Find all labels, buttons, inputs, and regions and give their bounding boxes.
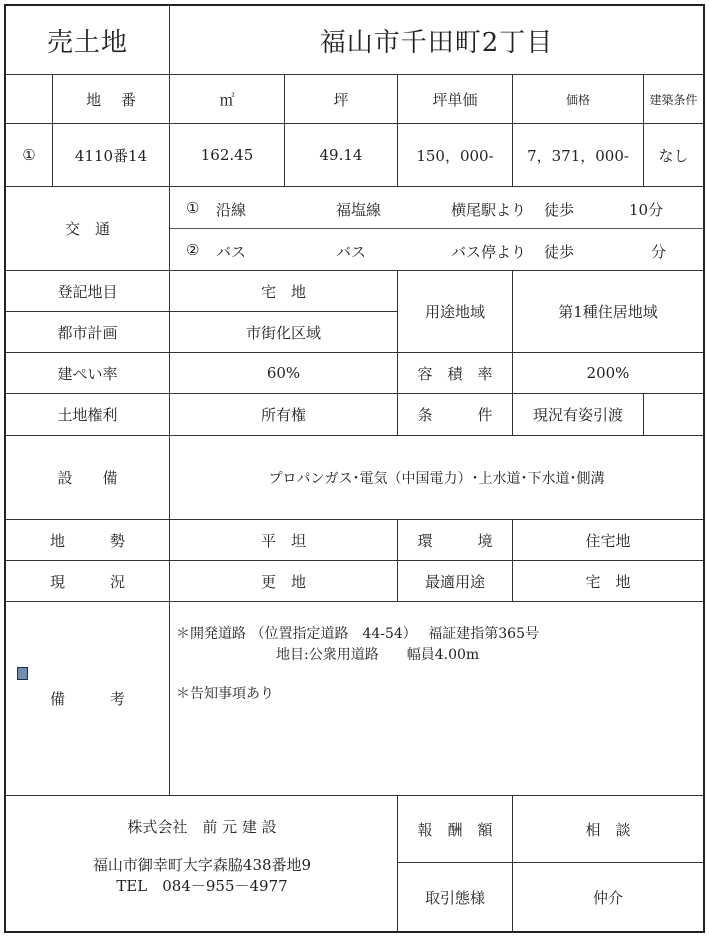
property-address: 福山市千田町2丁目: [170, 6, 703, 75]
joken-value: 現況有姿引渡: [513, 394, 644, 436]
kotsu-line1-row: [170, 187, 703, 229]
lot-number: ①: [6, 124, 53, 187]
lot-tsubo: 49.14: [285, 124, 398, 187]
kotsu-line2-walk: 徒歩: [544, 243, 575, 261]
biko-line1: ＊開発道路 （位置指定道路 44-54） 福証建指第365号: [176, 626, 539, 642]
torihiki-value: 仲介: [592, 888, 623, 907]
company-tel: TEL 084－955－4977: [116, 877, 288, 895]
kenri-label: 土地権利: [6, 394, 170, 436]
setsubi-value: プロパンガス･電気（中国電力）･上水道･下水道･側溝: [170, 436, 703, 520]
kotsu-line1-min: 10分: [629, 201, 664, 219]
chisei-label: 地 勢: [6, 520, 170, 561]
kotsu-line1-type: 沿線: [216, 201, 247, 219]
kankyo-value: 住宅地: [513, 520, 703, 561]
kotsu-line2-no: ②: [186, 241, 200, 259]
biko-label: 備 考: [6, 602, 170, 796]
hoshu-value: 相 談: [513, 796, 703, 863]
kotsu-label: 交 通: [6, 187, 170, 271]
header-m2: ㎡: [170, 75, 285, 124]
header-tsubo-tanka: 坪単価: [398, 75, 513, 124]
kotsu-line1-walk: 徒歩: [544, 201, 575, 219]
header-kenchiku-joken: 建築条件: [644, 75, 703, 124]
chisei-value: 平 坦: [170, 520, 398, 561]
header-kakaku: 価格: [513, 75, 644, 124]
joken-blank: [644, 394, 703, 436]
yoseki-value: 200%: [513, 353, 703, 394]
company-address: 福山市御幸町大字森脇438番地9: [92, 856, 312, 874]
yoto-chiiki-label: 用途地域: [398, 271, 513, 353]
lot-tsubo-tanka: 150，000-: [398, 124, 513, 187]
kenri-value: 所有権: [170, 394, 398, 436]
lot-kenchiku-joken: なし: [644, 124, 703, 187]
hoshu-label: 報 酬 額: [398, 796, 513, 863]
yoseki-label: 容 積 率: [398, 353, 513, 394]
saiteki-value: 宅 地: [513, 561, 703, 602]
joken-label: 条 件: [398, 394, 513, 436]
toki-chimoku-value: 宅 地: [170, 271, 398, 312]
checkbox-icon: [17, 667, 28, 680]
kotsu-line2-row: [170, 229, 703, 271]
lot-kakaku: 7，371，000-: [513, 124, 644, 187]
kankyo-label: 環 境: [398, 520, 513, 561]
header-chiban: 地 番: [53, 75, 170, 124]
kotsu-line1-line: 福塩線: [336, 201, 382, 219]
setsubi-label: 設 備: [6, 436, 170, 520]
kotsu-line2-min: 分: [651, 243, 667, 261]
genkyo-value: 更 地: [170, 561, 398, 602]
kotsu-line1-no: ①: [186, 199, 200, 217]
genkyo-label: 現 況: [6, 561, 170, 602]
toshi-keikaku-label: 都市計画: [6, 312, 170, 353]
kenpei-label: 建ぺい率: [6, 353, 170, 394]
biko-line2: 地目:公衆用道路 幅員4.00m: [276, 647, 480, 663]
kotsu-line2-station: バス停より: [451, 243, 527, 261]
toki-chimoku-label: 登記地目: [6, 271, 170, 312]
saiteki-label: 最適用途: [398, 561, 513, 602]
lot-m2: 162.45: [170, 124, 285, 187]
header-tsubo: 坪: [285, 75, 398, 124]
yoto-chiiki-value: 第1種住居地域: [513, 271, 703, 353]
doc-title: 売土地: [6, 6, 170, 75]
kenpei-value: 60%: [170, 353, 398, 394]
lot-chiban: 4110番14: [53, 124, 170, 187]
kotsu-line2-type: バス: [216, 243, 247, 261]
biko-line3: ＊告知事項あり: [176, 686, 274, 702]
kotsu-line1-station: 横尾駅より: [451, 201, 527, 219]
toshi-keikaku-value: 市街化区域: [170, 312, 398, 353]
kotsu-line2-line: バス: [336, 243, 367, 261]
header-blank: [6, 75, 53, 124]
property-sheet: [4, 4, 705, 933]
company-name: 株式会社 前 元 建 設: [127, 818, 277, 836]
torihiki-label: 取引態様: [398, 863, 513, 931]
